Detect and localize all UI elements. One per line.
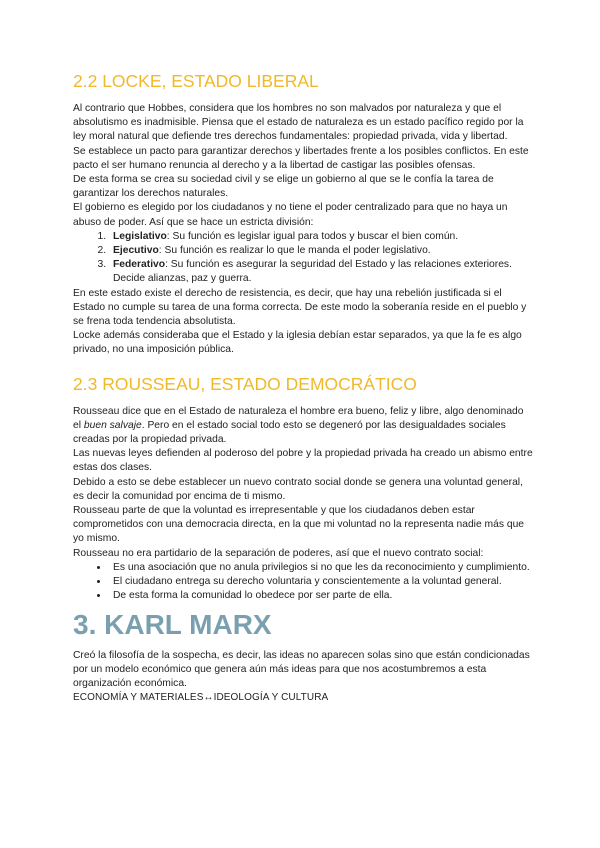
text-run: Rousseau dice que en el Estado de naturaleza el hombre era bueno, feliz y libre, algo denominado el (73, 405, 524, 431)
power-term: Ejecutivo (113, 245, 159, 257)
section-title-locke: 2.2 LOCKE, ESTADO LIBERAL (73, 71, 319, 91)
contract-bullets (73, 561, 533, 604)
paragraph: Al contrario que Hobbes, considera que los hombres no son malvados por naturaleza y que el absolutismo es inadmisible. Piensa que el estado de naturaleza es un estado pacífico regido por la ley moral natural que defiende tres derechos fundamentales: propiedad privada, vida y libertad. (73, 103, 524, 143)
paragraph: Las nuevas leyes defienden al poderoso del pobre y la propiedad privada ha creado un abismo entre estas dos clases. (73, 448, 533, 474)
power-text: : Su función es legislar igual para todos y buscar el bien común. (166, 230, 459, 242)
power-text: : Su función es realizar lo que le manda el poder legislativo. (158, 245, 431, 257)
paragraph: Rousseau parte de que la voluntad es irrepresentable y que los ciudadanos deben estar comprometidos con una democracia directa, en la que mi voluntad no la representa nadie más que yo mismo. (73, 505, 525, 545)
paragraph: En este estado existe el derecho de resistencia, es decir, que hay una rebelión justificada si el Estado no cumple su tarea de una forma correcta. De este modo la soberanía reside en el pueblo y se frena toda tendencia absolutista. (73, 287, 527, 328)
section-title-rousseau: 2.3 ROUSSEAU, ESTADO DEMOCRÁTICO (73, 373, 417, 394)
text-run: . Pero en el estado social todo esto se degeneró por las desigualdades sociales creadas por la propiedad privada. (73, 419, 506, 446)
list-item (109, 244, 533, 258)
paragraph: Debido a esto se debe establecer un nuevo contrato social donde se genera una voluntad general, es decir la comunidad por encima de ti mismo. (73, 476, 523, 502)
list-item (109, 258, 533, 286)
powers-list (73, 230, 533, 287)
list-item: • Es una asociación que no anula privilegios si no que les da reconocimiento y cumplimiento. (109, 561, 533, 575)
paragraph: Rousseau no era partidario de la separación de poderes, así que el nuevo contrato social: (73, 547, 484, 559)
power-term: Legislativo (113, 230, 167, 242)
paragraph: Creó la filosofía de la sospecha, es decir, las ideas no aparecen solas sino que están condicionadas por un modelo económico que genera aún más ideas para que nos acostumbremos a esta organización económica. (73, 649, 530, 689)
italic-term: buen salvaje (83, 419, 142, 431)
power-text: : Su función es asegurar la seguridad del Estado y las relaciones exteriores. Decide alianzas, paz y guerra. (113, 259, 512, 285)
concept-line: ECONOMÍA Y MATERIALES↔IDEOLOGÍA Y CULTURA (73, 692, 329, 704)
paragraph: Se establece un pacto para garantizar derechos y libertades frente a los posibles conflictos. En este pacto el ser humano renuncia al derecho y a la libertad de castigar las posibles ofensas. (73, 145, 529, 171)
list-item: • El ciudadano entrega su derecho voluntaria y conscientemente a la voluntad general. (109, 575, 533, 589)
power-term: Federativo (113, 259, 166, 271)
paragraph: Locke además consideraba que el Estado y la iglesia debían estar separados, ya que la fe es algo privado, no una imposición pública. (73, 330, 522, 356)
section-title-marx: 3. KARL MARX (73, 608, 272, 640)
paragraph: El gobierno es elegido por los ciudadanos y no tiene el poder centralizado para que no haya un abuso de poder. Así que se hace un estricta división: (73, 202, 508, 228)
paragraph (73, 405, 533, 448)
list-item: • De esta forma la comunidad lo obedece por ser parte de ella. (109, 589, 533, 603)
paragraph: De esta forma se crea su sociedad civil y se elige un gobierno al que se le confía la tarea de garantizar los derechos naturales. (73, 174, 494, 200)
list-item (109, 230, 533, 244)
document-page (73, 70, 533, 705)
